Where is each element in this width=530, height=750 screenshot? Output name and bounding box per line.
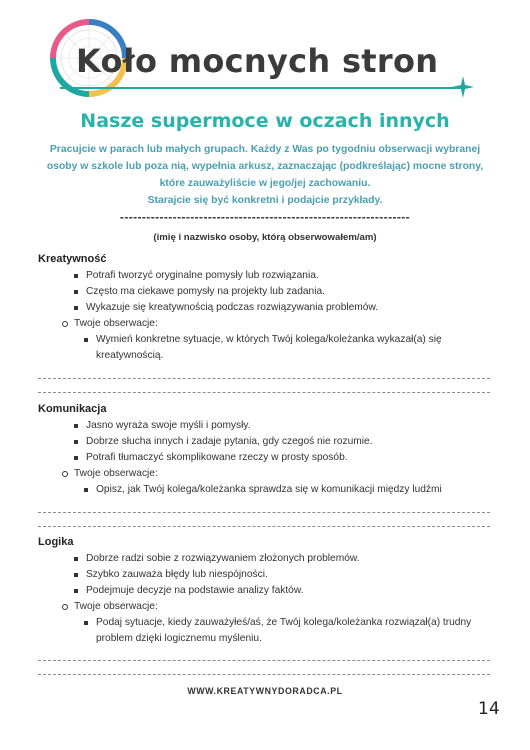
observation-prompts bbox=[38, 482, 498, 498]
title-underline bbox=[60, 87, 465, 89]
observation-prompt: Wymień konkretne sytuacje, w których Twój kolega/koleżanka wykazał(a) się kreatywnością. bbox=[96, 332, 498, 364]
intro-line: które zauważyliście w jego/jej zachowaniu. bbox=[159, 178, 371, 189]
list-item: Dobrze słucha innych i zadaje pytania, gdy czegoś nie rozumie. bbox=[86, 434, 498, 450]
intro-text bbox=[30, 141, 500, 209]
section-title: Logika bbox=[38, 536, 74, 548]
section-creativity bbox=[38, 253, 498, 364]
page-number: 14 bbox=[478, 699, 500, 719]
list-item: Podejmuje decyzje na podstawie analizy faktów. bbox=[86, 583, 498, 599]
list-item: Wykazuje się kreatywnością podczas rozwiązywania problemów. bbox=[86, 300, 498, 316]
answer-line[interactable] bbox=[38, 392, 490, 393]
list-item: Szybko zauważa błędy lub niespójności. bbox=[86, 567, 498, 583]
answer-line[interactable] bbox=[38, 660, 490, 661]
list-item: Potrafi tłumaczyć skomplikowane rzeczy w prosty sposób. bbox=[86, 450, 498, 466]
page-subtitle: Nasze supermoce w oczach innych bbox=[80, 110, 450, 132]
intro-line: Pracujcie w parach lub małych grupach. Każdy z Was po tygodniu obserwacji wybranej bbox=[49, 144, 481, 155]
observations-label: Twoje obserwacje: bbox=[74, 599, 498, 615]
observation-prompts bbox=[38, 615, 498, 647]
page-title: Koło mocnych stron bbox=[76, 42, 439, 80]
strengths-list bbox=[38, 418, 498, 466]
observation-prompt: Podaj sytuacje, kiedy zauważyłeś/aś, że Twój kolega/koleżanka rozwiązał(a) trudny problem dzięki logicznemu myśleniu. bbox=[96, 615, 498, 647]
observations-label: Twoje obserwacje: bbox=[74, 316, 498, 332]
section-communication bbox=[38, 403, 498, 498]
observation-prompt: Opisz, jak Twój kolega/koleżanka sprawdza się w komunikacji między ludźmi bbox=[96, 482, 498, 498]
section-title: Komunikacja bbox=[38, 403, 107, 415]
strengths-list bbox=[38, 551, 498, 599]
answer-line[interactable] bbox=[38, 512, 490, 513]
name-caption: (imię i nazwisko osoby, którą obserwowałem/am) bbox=[153, 232, 377, 243]
observation-prompts bbox=[38, 332, 498, 364]
sparkle-icon bbox=[452, 76, 474, 98]
section-logic bbox=[38, 536, 498, 647]
list-item: Dobrze radzi sobie z rozwiązywaniem złożonych problemów. bbox=[86, 551, 498, 567]
answer-line[interactable] bbox=[38, 526, 490, 527]
answer-line[interactable] bbox=[38, 378, 490, 379]
strengths-list bbox=[38, 268, 498, 316]
answer-line[interactable] bbox=[38, 674, 490, 675]
footer-website[interactable]: WWW.KREATYWNYDORADCA.PL bbox=[187, 686, 343, 696]
intro-line: osoby w szkole lub poza nią, wypełnia arkusz, zaznaczając (podkreślając) mocne strony, bbox=[46, 161, 484, 172]
name-fill-line[interactable]: ------------------------------------------------------------------ bbox=[119, 210, 411, 224]
list-item: Często ma ciekawe pomysły na projekty lub zadania. bbox=[86, 284, 498, 300]
list-item: Potrafi tworzyć oryginalne pomysły lub rozwiązania. bbox=[86, 268, 498, 284]
observations-label: Twoje obserwacje: bbox=[74, 466, 498, 482]
list-item: Jasno wyraża swoje myśli i pomysły. bbox=[86, 418, 498, 434]
section-title: Kreatywność bbox=[38, 253, 107, 265]
intro-line: Starajcie się być konkretni i podajcie przykłady. bbox=[147, 195, 383, 206]
